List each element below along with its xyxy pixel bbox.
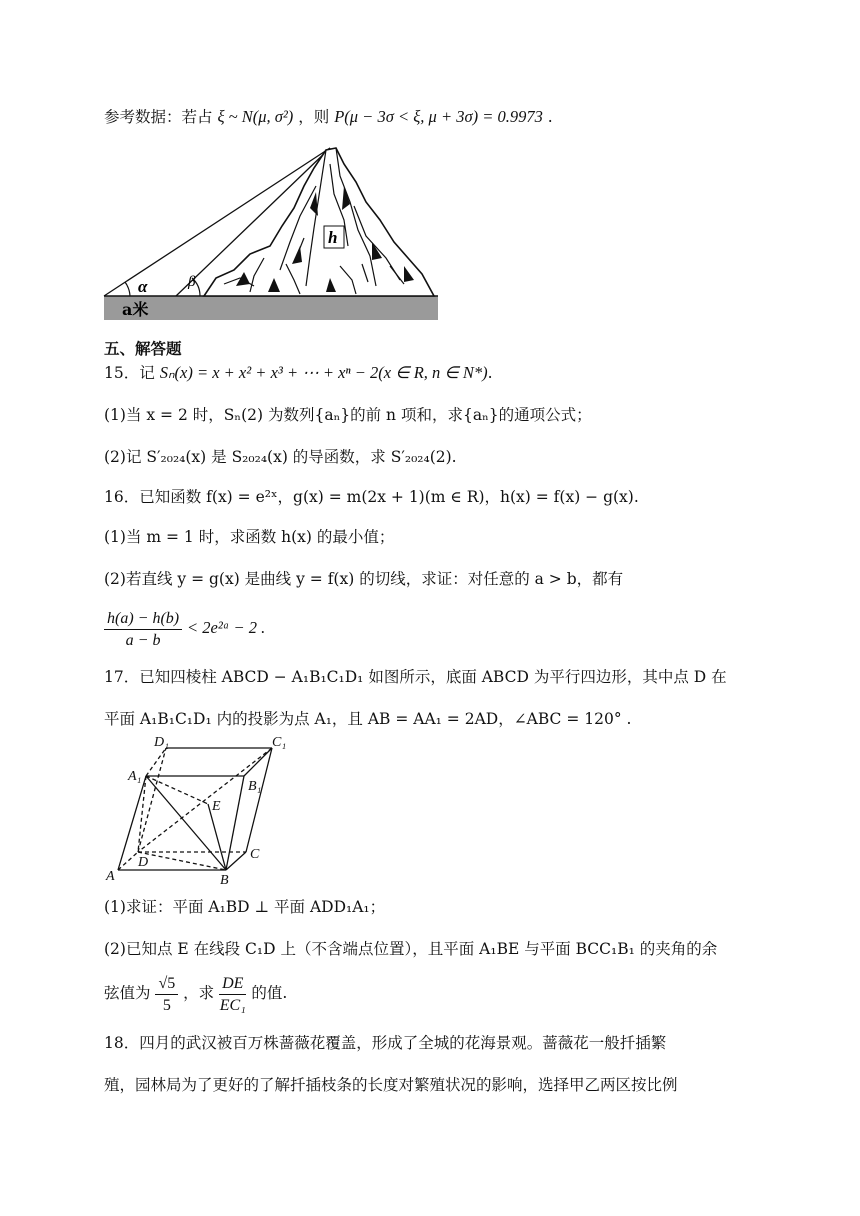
segment-C1-D (138, 748, 272, 852)
reference-data-line (104, 106, 553, 128)
q16-inequality (104, 606, 265, 651)
q18-number: 18． (104, 1034, 140, 1052)
label-D: D (138, 855, 149, 870)
label-B1: B₁ (248, 779, 262, 794)
reference-separator: ，则 (298, 108, 330, 126)
q17-part1: (1)求证：平面 A₁BD ⊥ 平面 ADD₁A₁； (104, 898, 386, 916)
reference-end: . (547, 108, 553, 126)
prism-figure (104, 734, 287, 888)
q16-fraction-denominator: a − b (125, 631, 161, 649)
label-C1: C₁ (272, 735, 287, 750)
label-A: A (106, 869, 115, 884)
reference-formula-probability: P(μ − 3σ < ξ, μ + 3σ) = 0.9973 (334, 107, 543, 126)
q15-stem-prefix: 记 (139, 364, 155, 382)
distance-label: a米 (122, 300, 149, 319)
q17-part2-end: 的值. (251, 984, 288, 1002)
label-C: C (250, 847, 260, 862)
q17-fraction-cosine-numerator: √5 (155, 973, 178, 995)
label-A1: A₁ (128, 769, 142, 784)
q15-stem (104, 362, 493, 384)
q18-line1 (104, 1032, 666, 1054)
q16-number: 16． (104, 488, 140, 506)
label-E: E (212, 799, 221, 814)
edge-C-C1 (246, 748, 272, 852)
q15-part1: (1)当 x = 2 时，Sₙ(2) 为数列{aₙ}的前 n 项和，求{aₙ}的通项公式； (104, 406, 592, 424)
edge-A1-D1 (146, 748, 166, 776)
angle-alpha-label: α (138, 277, 148, 296)
q16-fraction (104, 608, 182, 651)
q17-part2-mid: ，求 (183, 984, 215, 1002)
q18-line1-text: 四月的武汉被百万株蔷薇花覆盖，形成了全城的花海景观。蔷薇花一般扦插繁 (139, 1034, 667, 1052)
q17-fraction-ratio-denominator: EC₁ (219, 996, 246, 1014)
q17-part2-line2 (104, 970, 287, 1016)
q17-part2-line1: (2)已知点 E 在线段 C₁D 上（不含端点位置），且平面 A₁BE 与平面 BCC₁B₁ 的夹角的余 (104, 940, 718, 958)
q16-stem (104, 486, 639, 508)
segment-A1-B (146, 776, 226, 870)
q17-fraction-cosine (155, 973, 178, 1016)
q17-line1-text: 已知四棱柱 ABCD − A₁B₁C₁D₁ 如图所示，底面 ABCD 为平行四边形，其中点 D 在 (139, 668, 727, 686)
mountain-figure (104, 146, 440, 322)
mountain-outline (204, 148, 434, 296)
reference-label: 参考数据：若占 (104, 108, 213, 126)
q16-fraction-numerator: h(a) − h(b) (104, 608, 182, 630)
label-B: B (220, 873, 229, 888)
q15-part2: (2)记 S′₂₀₂₄(x) 是 S₂₀₂₄(x) 的导函数，求 S′₂₀₂₄(2). (104, 448, 457, 466)
q15-number: 15． (104, 364, 140, 382)
section-heading: 五、解答题 (104, 340, 182, 358)
height-label: h (328, 228, 338, 247)
ground-strip (104, 296, 438, 320)
q16-stem-text: 已知函数 f(x) = e²ˣ，g(x) = m(2x + 1)(m ∈ R)，h(x) = f(x) − g(x). (139, 488, 639, 506)
label-D1: D₁ (154, 735, 169, 750)
q16-part2: (2)若直线 y = g(x) 是曲线 y = f(x) 的切线，求证：对任意的 a > b，都有 (104, 570, 624, 588)
angle-beta-label: β (188, 274, 196, 290)
q15-stem-end: . (487, 364, 493, 382)
q17-line1 (104, 666, 727, 688)
reference-formula-distribution: ξ ~ N(μ, σ²) (217, 107, 294, 126)
edge-D-D1 (138, 748, 166, 852)
q17-fraction-ratio (219, 973, 246, 1016)
q17-number: 17． (104, 668, 140, 686)
q17-fraction-cosine-denominator: 5 (162, 996, 171, 1014)
q16-inequality-rest: < 2e²ᵃ − 2 . (187, 618, 266, 637)
q18-line2: 殖，园林局为了更好的了解扦插枝条的长度对繁殖状况的影响，选择甲乙两区按比例 (104, 1076, 678, 1094)
edge-B1-C1 (244, 748, 272, 776)
q17-fraction-ratio-numerator: DE (219, 973, 246, 995)
q15-stem-formula: Sₙ(x) = x + x² + x³ + ⋯ + xⁿ − 2(x ∈ R, n ∈ N*) (159, 363, 488, 382)
angle-arc-alpha (125, 282, 130, 296)
q16-part1: (1)当 m = 1 时，求函数 h(x) 的最小值； (104, 528, 395, 546)
q17-part2-prefix: 弦值为 (104, 984, 151, 1002)
q17-line2: 平面 A₁B₁C₁D₁ 内的投影为点 A₁，且 AB = AA₁ = 2AD，∠ABC = 120° . (104, 710, 632, 728)
